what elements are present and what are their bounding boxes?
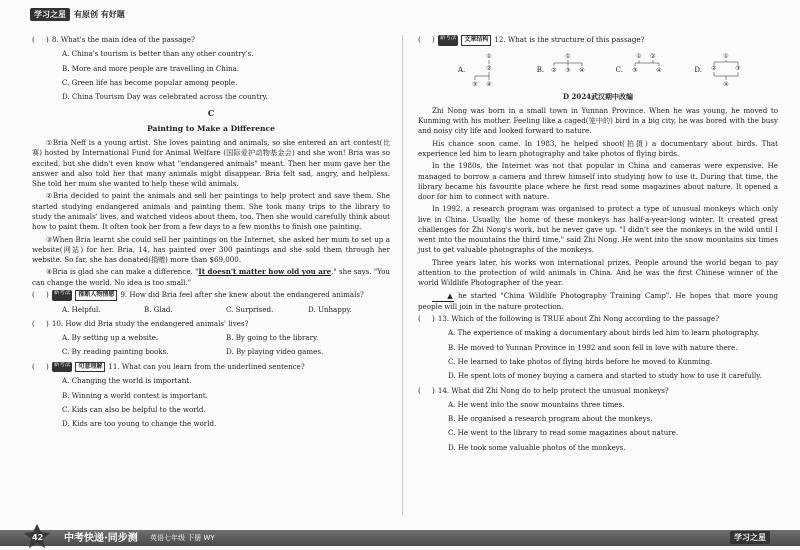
- option: C. He went to the library to read some magazines about nature.: [448, 428, 679, 438]
- svg-text:③: ③: [632, 66, 638, 74]
- paragraph: Zhi Nong was born in a small town in Yunnan Province. When he was young, he moved to Kunming with his mother. Feeling like a caged(笼中的) bird in a big city, he was bored with the busy and noisy city life and looked forward to nature.: [418, 105, 778, 136]
- question-stem: 9. How did Bria feel after she knew about the endangered animals?: [120, 289, 364, 299]
- option: D. China Tourism Day was celebrated across the country.: [62, 92, 268, 102]
- question-stem: 14. What did Zhi Nong do to help protect the unusual monkeys?: [437, 385, 669, 395]
- option: C. He learned to take photos of flying birds before he moved to Kunming.: [448, 357, 713, 367]
- brand-logo: 学习之星: [30, 8, 70, 21]
- section-heading: C: [207, 108, 215, 119]
- header-slogan: 有原创 有好题: [74, 10, 125, 19]
- svg-text:①: ①: [723, 52, 729, 60]
- question-12: ( ) 新考法 文章结构 12. What is the structure of this passage?: [418, 35, 645, 44]
- svg-text:①: ①: [486, 52, 492, 60]
- footer-logo: 学习之星: [730, 531, 770, 544]
- structure-diagram-d: [704, 50, 748, 90]
- diagram-d: D. ① ② ③ ④: [694, 50, 748, 90]
- option: D. He spent lots of money buying a camera and started to study how to use it carefully.: [448, 371, 762, 381]
- option: A. Helpful.: [62, 304, 101, 314]
- structure-diagram-b: [546, 50, 590, 90]
- svg-text:④: ④: [579, 66, 585, 74]
- passage-title: Painting to Make a Difference: [147, 124, 275, 133]
- diagram-a: A. ① ② ③ ④: [458, 50, 511, 90]
- option: C. Surprised.: [226, 304, 274, 314]
- option: B. By going to the library.: [226, 333, 319, 343]
- answer-blank: ▲: [432, 291, 454, 302]
- question-stem: 11. What can you learn from the underlined sentence?: [108, 361, 305, 371]
- option: C. Kids can also be helpful to the world.: [62, 405, 206, 414]
- svg-text:④: ④: [656, 66, 662, 74]
- new-method-tag: 新考法: [52, 362, 73, 373]
- option: A. Changing the world is important.: [62, 376, 192, 386]
- new-method-tag: 新考法: [52, 290, 73, 301]
- question-14: ( ) 14. What did Zhi Nong do to help protect the unusual monkeys?: [418, 385, 669, 395]
- option: B. Winning a world contest is important.: [62, 390, 208, 400]
- question-stem: 8. What's the main idea of the passage?: [51, 35, 195, 44]
- option: D. Unhappy.: [308, 304, 352, 314]
- question-13: ( ) 13. Which of the following is TRUE about Zhi Nong according to the passage?: [418, 314, 720, 324]
- structure-diagrams: [418, 46, 778, 90]
- page-number: 42: [32, 533, 44, 542]
- structure-diagram-a: [467, 50, 511, 90]
- option: B. He moved to Yunnan Province in 1992 and soon fell in love with nature there.: [448, 342, 738, 352]
- footer-edition: 英语七年级 下册 WY: [150, 534, 215, 542]
- paragraph: In the 1980s, the Internet was not that popular in China and cameras were expensive. He managed to borrow a camera and threw himself into studying how to use it. During that time, the library became his favourite place where he first read some magazines about nature. It opened a door for him to connect with nature.: [418, 161, 778, 202]
- question-10: ( ) 10. How did Bria study the endangered animals' lives?: [32, 318, 249, 328]
- option: A. He went into the snow mountains three times.: [448, 399, 625, 409]
- option: A. The experience of making a documentary about birds led him to learn photography.: [448, 328, 760, 338]
- page-header: [30, 8, 125, 21]
- tag-label: 推断人物情感: [75, 290, 117, 301]
- option: A. By setting up a website.: [62, 333, 159, 343]
- options-row: [32, 305, 390, 315]
- new-method-tag: 新考法: [438, 35, 459, 46]
- question-8: ( ) 8. What's the main idea of the passage?: [32, 35, 195, 44]
- page-footer: [0, 524, 800, 550]
- options-row: [32, 347, 390, 357]
- footer-brand: 中考快递·同步测: [64, 533, 138, 544]
- svg-text:②: ②: [650, 52, 656, 60]
- paragraph: ④Bria is glad she can make a difference. "It doesn't matter how old you are," she says. "You can change the world. No idea is too small.": [32, 267, 390, 287]
- left-column: [32, 33, 390, 434]
- option: D. Kids are too young to change the world.: [62, 419, 217, 429]
- paragraph: ③When Bria learnt she could sell her paintings on the Internet, she asked her mum to set up a website(网站) for her. Bria, 14, has painted over 300 paintings and she sold them through her website. So far, she has donated(捐赠) more than $69,000.: [32, 234, 390, 265]
- right-column: [418, 33, 778, 457]
- question-11: ( ) 新考法 句意理解 11. What can you learn from the underlined sentence?: [32, 361, 305, 371]
- svg-text:④: ④: [723, 80, 729, 88]
- section-heading: D 2024武汉期中改编: [563, 91, 633, 101]
- svg-text:①: ①: [565, 52, 571, 60]
- option: C. By reading painting books.: [62, 347, 169, 357]
- option: B. More and more people are travelling in China.: [62, 63, 240, 73]
- paragraph: In 1992, a research program was organised to protect a type of unusual monkeys which only live in China. Usually, the home of these monkeys has half-a-year-long winter. It created great challenges for Zhi Nong's work, but he never gave up. "I didn't see the monkeys in the wild until I went into the mountains the third time," said Zhi Nong. He went into the snow mountains six times just to get valuable photographs of the monkeys.: [418, 204, 778, 255]
- svg-text:②: ②: [711, 64, 717, 72]
- column-divider: [402, 35, 403, 515]
- option: C. Green life has become popular among people.: [62, 77, 238, 87]
- paragraph: ①Bria Neff is a young artist. She loves painting and animals, so she entered an art contest(比赛) hosted by International Fund for Animal Welfare (国际爱护动物基金会) and she won! Bria was so excited, but she didn't even know what "endangered animals" meant. Then her mum gave her the answer and also told her that many animals might disappear. Bria felt sad, angry, and helpless. She told her mum she wanted to help these wild animals.: [32, 138, 390, 189]
- options-row: [32, 333, 390, 343]
- underlined-sentence: It doesn't matter how old you are: [198, 267, 332, 277]
- option: A. China's tourism is better than any other country's.: [62, 49, 254, 59]
- svg-text:②: ②: [551, 66, 557, 74]
- option: D. He took some valuable photos of the monkeys.: [448, 442, 626, 452]
- tag-label: 文章结构: [461, 35, 491, 46]
- svg-text:②: ②: [486, 64, 492, 72]
- structure-diagram-c: [625, 50, 669, 90]
- option: B. He organised a research program about the monkeys.: [448, 414, 653, 424]
- question-stem: 13. Which of the following is TRUE about Zhi Nong according to the passage?: [437, 314, 720, 324]
- paragraph: His chance soon came. In 1983, he helped shoot(拍摄) a documentary about birds. That experience led him to learn photography and take photos of flying birds.: [418, 138, 778, 158]
- paragraph: Three years later, his works won international prizes. People around the world began to pay attention to the protection of wild animals in China. And he was the first Chinese winner of the world Wildlife Photographer of the year.: [418, 257, 778, 288]
- paragraph: ▲ he started "China Wildlife Photography Training Camp". He hopes that more young people will join in the nature protection.: [418, 290, 778, 311]
- question-stem: 10. How did Bria study the endangered animals' lives?: [51, 318, 249, 328]
- svg-text:③: ③: [472, 80, 478, 88]
- tag-label: 句意理解: [75, 362, 105, 373]
- diagram-b: B. ① ② ③ ④: [537, 50, 590, 90]
- svg-text:①: ①: [636, 52, 642, 60]
- svg-text:④: ④: [486, 80, 492, 88]
- svg-text:③: ③: [735, 64, 741, 72]
- question-stem: 12. What is the structure of this passage?: [494, 35, 645, 44]
- option: D. By playing video games.: [226, 347, 324, 357]
- question-9: ( ) 新考法 推断人物情感 9. How did Bria feel after she knew about the endangered animals?: [32, 289, 364, 299]
- option: B. Glad.: [144, 304, 173, 314]
- diagram-c: C. ① ② ③ ④: [616, 50, 669, 90]
- paragraph: ②Bria decided to paint the animals and sell her paintings to help protect and save them. She started studying endangered animals and painting them. She took many trips to the library to study the animals' lives, and watched videos about them, too. Then she would carefully think about how to paint them. It often took her from a few days to a few months to finish one painting.: [32, 191, 390, 232]
- svg-text:③: ③: [565, 66, 571, 74]
